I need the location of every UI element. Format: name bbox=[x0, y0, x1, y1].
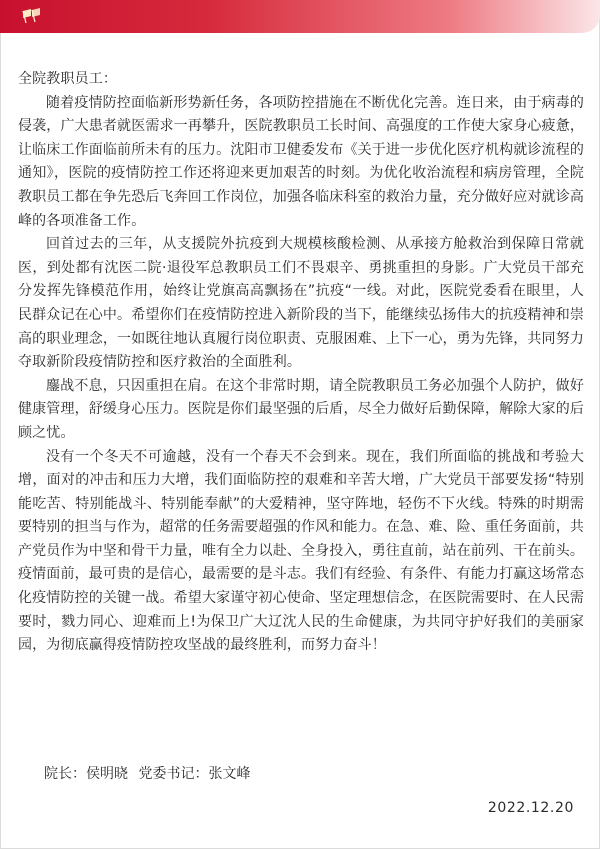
party-flag-icon bbox=[22, 8, 42, 24]
paragraph-3: 鏖战不息，只因重担在肩。在这个非常时期，请全院教职员工务必加强个人防护，做好健康管理，舒缓身心压力。医院是你们最坚强的后盾，尽全力做好后勤保障，解除大家的后顾之忧。 bbox=[18, 377, 584, 441]
paragraph-4: 没有一个冬天不可逾越，没有一个春天不会到来。现在，我们所面临的挑战和考验大增，面对的冲击和压力大增，我们面临防控的艰难和辛苦大增，广大党员干部要发扬“特别能吃苦、特别能战斗、特别能奉献”的大爱精神，坚守阵地，轻伤不下火线。特殊的时期需要特别的担当与作为，超常的任务需要超强的作风和能力。在急、难、险、重任务面前，共产党员作为中坚和骨干力量，唯有全力以赴、全身投入，勇往直前，站在前列、干在前头。疫情面前，最可贵的是信心，最需要的是斗志。我们有经验、有条件、有能力打赢这场常态化疫情防控的关键一战。希望大家谨守初心使命、坚定理想信念，在医院需要时、在人民需要时，戮力同心、迎难而上!为保卫广大辽沈人民的生命健康，为共同守护好我们的美丽家园，为彻底赢得疫情防控攻坚战的最终胜利，而努力奋斗！ bbox=[18, 448, 584, 654]
salutation: 全院教职员工： bbox=[18, 71, 118, 87]
paragraph-1: 随着疫情防控面临新形势新任务，各项防控措施在不断优化完善。连日来，由于病毒的侵袭，广大患者就医需求一再攀升，医院教职员工长时间、高强度的工作使大家身心疲惫，让临床工作面临前所未有的压力。沈阳市卫健委发布《关于进一步优化医疗机构就诊流程的通知》，医院的疫情防控工作还将迎来更加艰苦的时刻。为优化收治流程和病房管理，全院教职员工都在争先恐后飞奔回工作岗位，加强各临床科室的救治力量，充分做好应对就诊高峰的各项准备工作。 bbox=[18, 94, 584, 229]
header-banner bbox=[0, 0, 600, 33]
paragraph-2: 回首过去的三年，从支援院外抗疫到大规模核酸检测、从承接方舱救治到保障日常就医，到处都有沈医二院·退役军总教职员工们不畏艰辛、勇挑重担的身影。广大党员干部充分发挥先锋模范作用，始终让党旗高高飘扬在”抗疫“一线。对此，医院党委看在眼里，人民群众记在心中。希望你们在疫情防控进入新阶段的当下，能继续弘扬伟大的抗疫精神和崇高的职业理念，一如既往地认真履行岗位职责、克服困难、上下一心，勇为先锋，共同努力夺取新阶段疫情防控和医疗救治的全面胜利。 bbox=[18, 236, 584, 371]
letter-body bbox=[18, 68, 584, 658]
signature-secretary: 党委书记：张文峰 bbox=[138, 766, 251, 782]
signature-block bbox=[44, 764, 256, 784]
signature-president: 院长：侯明晓 bbox=[44, 766, 128, 782]
letter-date: 2022.12.20 bbox=[487, 800, 574, 816]
